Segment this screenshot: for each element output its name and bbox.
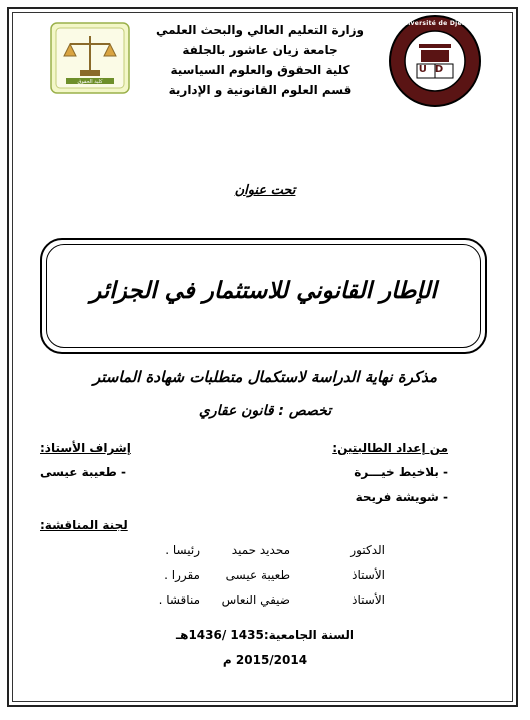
memo-description: مذكرة نهاية الدراسة لاستكمال متطلبات شهادة الماستر [92, 368, 438, 386]
committee-member-3-name: ضيفي النعاس [221, 593, 290, 607]
committee-member-2-name: طعيبة عيسى [225, 568, 290, 582]
thesis-title: الإطار القانوني للاستثمار في الجزائر [90, 278, 437, 304]
committee-member-2-role: مقررا . [164, 568, 200, 582]
university-seal-letters: UD [418, 64, 452, 75]
header-university: جامعة زيان عاشور بالجلفة [182, 43, 338, 57]
title-box [40, 238, 487, 354]
university-seal-logo [388, 14, 482, 108]
supervision-label: إشراف الأستاذ: [40, 441, 131, 455]
subject-label: تحت عنوان [234, 183, 296, 198]
academic-year-gregorian: 2015/2014 م [222, 653, 308, 667]
university-seal-text: Université de Djelfa [398, 20, 472, 27]
prepared-by-label: من إعداد الطالبتين: [332, 441, 448, 455]
committee-member-3-title: الأستاذ [352, 593, 385, 607]
supervisor-name: - طعيبة عيسى [40, 465, 126, 479]
student-1: - بلاخيط خيـــرة [354, 465, 448, 479]
committee-member-1-name: محديد حميد [231, 543, 290, 557]
faculty-logo [50, 22, 130, 94]
specialization: تخصص : قانون عقاري [198, 403, 332, 419]
institution-header [140, 20, 380, 100]
header-ministry: وزارة التعليم العالي والبحث العلمي [155, 23, 365, 37]
committee-member-1-title: الدكتور [350, 543, 385, 557]
header-department: قسم العلوم القانونية و الإدارية [168, 83, 352, 97]
faculty-logo-text: كلية الحقوق [77, 79, 103, 85]
student-2: - شويشة فريحة [355, 490, 448, 504]
academic-year-hijri: السنة الجامعية:1435 /1436هـ [176, 628, 354, 642]
committee-label: لجنة المناقشة: [40, 518, 128, 532]
committee-member-2-title: الأستاذ [352, 568, 385, 582]
header-faculty: كلية الحقوق والعلوم السياسية [170, 63, 350, 77]
committee-member-1-role: رئيسا . [165, 543, 200, 557]
committee-member-3-role: مناقشا . [158, 593, 200, 607]
